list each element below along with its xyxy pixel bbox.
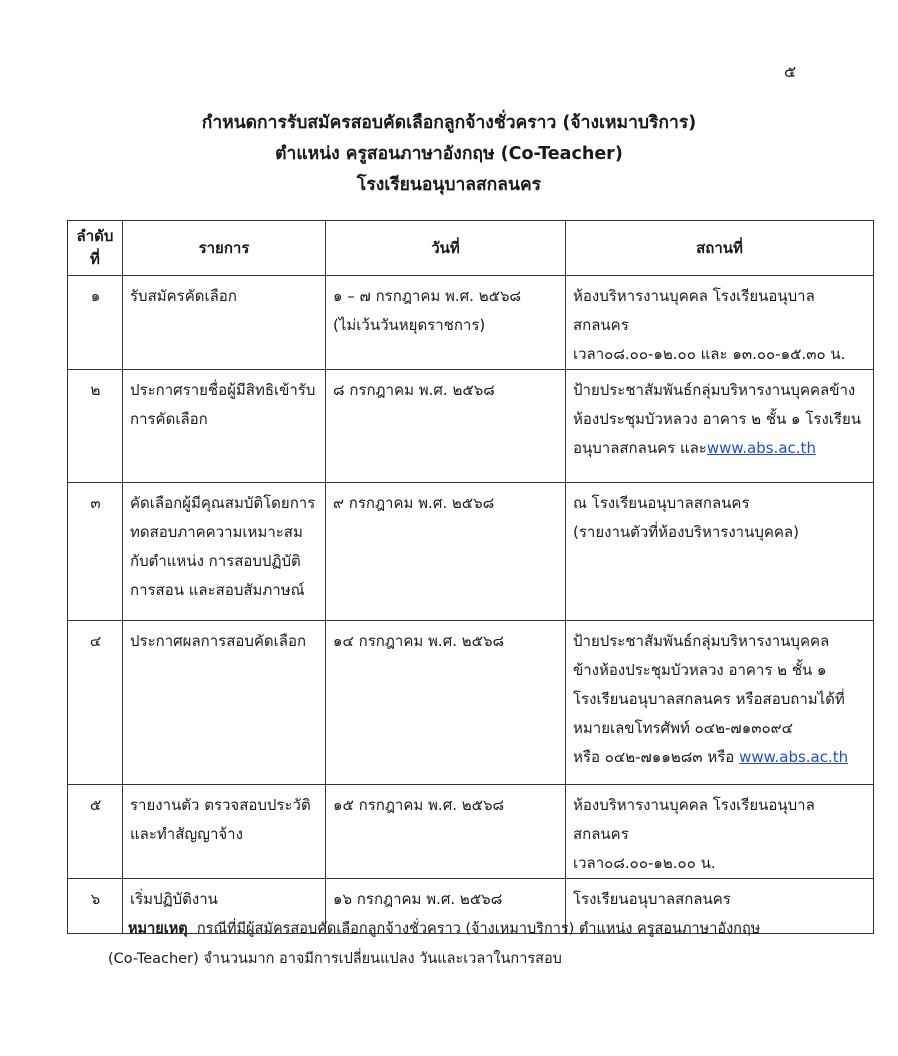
row-place-text: ป้ายประชาสัมพันธ์กลุ่มบริหารงานบุคคล ข้างห้องประชุมบัวหลวง อาคาร ๒ ชั้น ๑ โรงเรียนอนุบาลสกลนคร หรือสอบถามได้ที่ หมายเลขโทรศัพท์ ๐๔๒-๗๑๓๐๙๔ หรือ ๐๔๒-๗๑๑๒๘๓ หรือ [573,632,845,766]
website-link[interactable]: www.abs.ac.th [706,439,816,457]
row-item: รายงานตัว ตรวจสอบประวัติ และทำสัญญาจ้าง [123,785,326,879]
row-date: ๑๖ กรกฎาคม พ.ศ. ๒๕๖๘ [326,879,566,934]
row-place: ห้องบริหารงานบุคคล โรงเรียนอนุบาลสกลนคร เวลา๐๘.๐๐-๑๒.๐๐ น. [566,785,874,879]
row-no: ๒ [68,370,123,483]
website-link[interactable]: www.abs.ac.th [739,748,849,766]
row-no: ๓ [68,483,123,621]
schedule-table [67,220,874,934]
table-row [68,785,874,879]
row-place: โรงเรียนอนุบาลสกลนคร [566,879,874,934]
row-place [566,621,874,785]
row-date: ๑๕ กรกฎาคม พ.ศ. ๒๕๖๘ [326,785,566,879]
row-date: ๑๔ กรกฎาคม พ.ศ. ๒๕๖๘ [326,621,566,785]
page-number: ๕ [784,62,797,81]
header-item: รายการ [123,221,326,276]
row-place: ห้องบริหารงานบุคคล โรงเรียนอนุบาลสกลนคร เวลา๐๘.๐๐-๑๒.๐๐ และ ๑๓.๐๐-๑๕.๓๐ น. [566,276,874,370]
note-line-2: (Co-Teacher) จำนวนมาก อาจมีการเปลี่ยนแปลง วันและเวลาในการสอบ [108,951,562,967]
table-row [68,621,874,785]
row-no: ๕ [68,785,123,879]
row-date: ๙ กรกฎาคม พ.ศ. ๒๕๖๘ [326,483,566,621]
row-no: ๑ [68,276,123,370]
table-row [68,483,874,621]
header-no: ลำดับ ที่ [68,221,123,276]
row-item: คัดเลือกผู้มีคุณสมบัติโดยการ ทดสอบภาคความเหมาะสม กับตำแหน่ง การสอบปฏิบัติ การสอน และสอบสัมภาษณ์ [123,483,326,621]
note-label: หมายเหตุ [128,921,188,937]
row-date: ๑ – ๗ กรกฎาคม พ.ศ. ๒๕๖๘ (ไม่เว้นวันหยุดราชการ) [326,276,566,370]
row-place [566,370,874,483]
table-row [68,276,874,370]
row-no: ๖ [68,879,123,934]
note-text-1: กรณีที่มีผู้สมัครสอบคัดเลือกลูกจ้างชั่วคราว (จ้างเหมาบริการ) ตำแหน่ง ครูสอนภาษาอังกฤษ [196,921,761,937]
header-date: วันที่ [326,221,566,276]
note-line-1 [108,914,798,944]
row-item: เริ่มปฏิบัติงาน [123,879,326,934]
note-paragraph [108,914,798,974]
row-item: ประกาศผลการสอบคัดเลือก [123,621,326,785]
row-item: ประกาศรายชื่อผู้มีสิทธิเข้ารับ การคัดเลือก [123,370,326,483]
row-item: รับสมัครคัดเลือก [123,276,326,370]
row-date: ๘ กรกฎาคม พ.ศ. ๒๕๖๘ [326,370,566,483]
document-title [0,108,898,201]
title-line-3: โรงเรียนอนุบาลสกลนคร [356,175,542,195]
header-place: สถานที่ [566,221,874,276]
row-place: ณ โรงเรียนอนุบาลสกลนคร (รายงานตัวที่ห้องบริหารงานบุคคล) [566,483,874,621]
table-header-row [68,221,874,276]
row-no: ๔ [68,621,123,785]
row-place-text: ป้ายประชาสัมพันธ์กลุ่มบริหารงานบุคคลข้าง ห้องประชุมบัวหลวง อาคาร ๒ ชั้น ๑ โรงเรียน อนุบาลสกลนคร และ [573,381,861,457]
title-line-1: กำหนดการรับสมัครสอบคัดเลือกลูกจ้างชั่วคราว (จ้างเหมาบริการ) [201,113,697,133]
title-line-2: ตำแหน่ง ครูสอนภาษาอังกฤษ (Co-Teacher) [275,144,623,164]
table-row [68,370,874,483]
